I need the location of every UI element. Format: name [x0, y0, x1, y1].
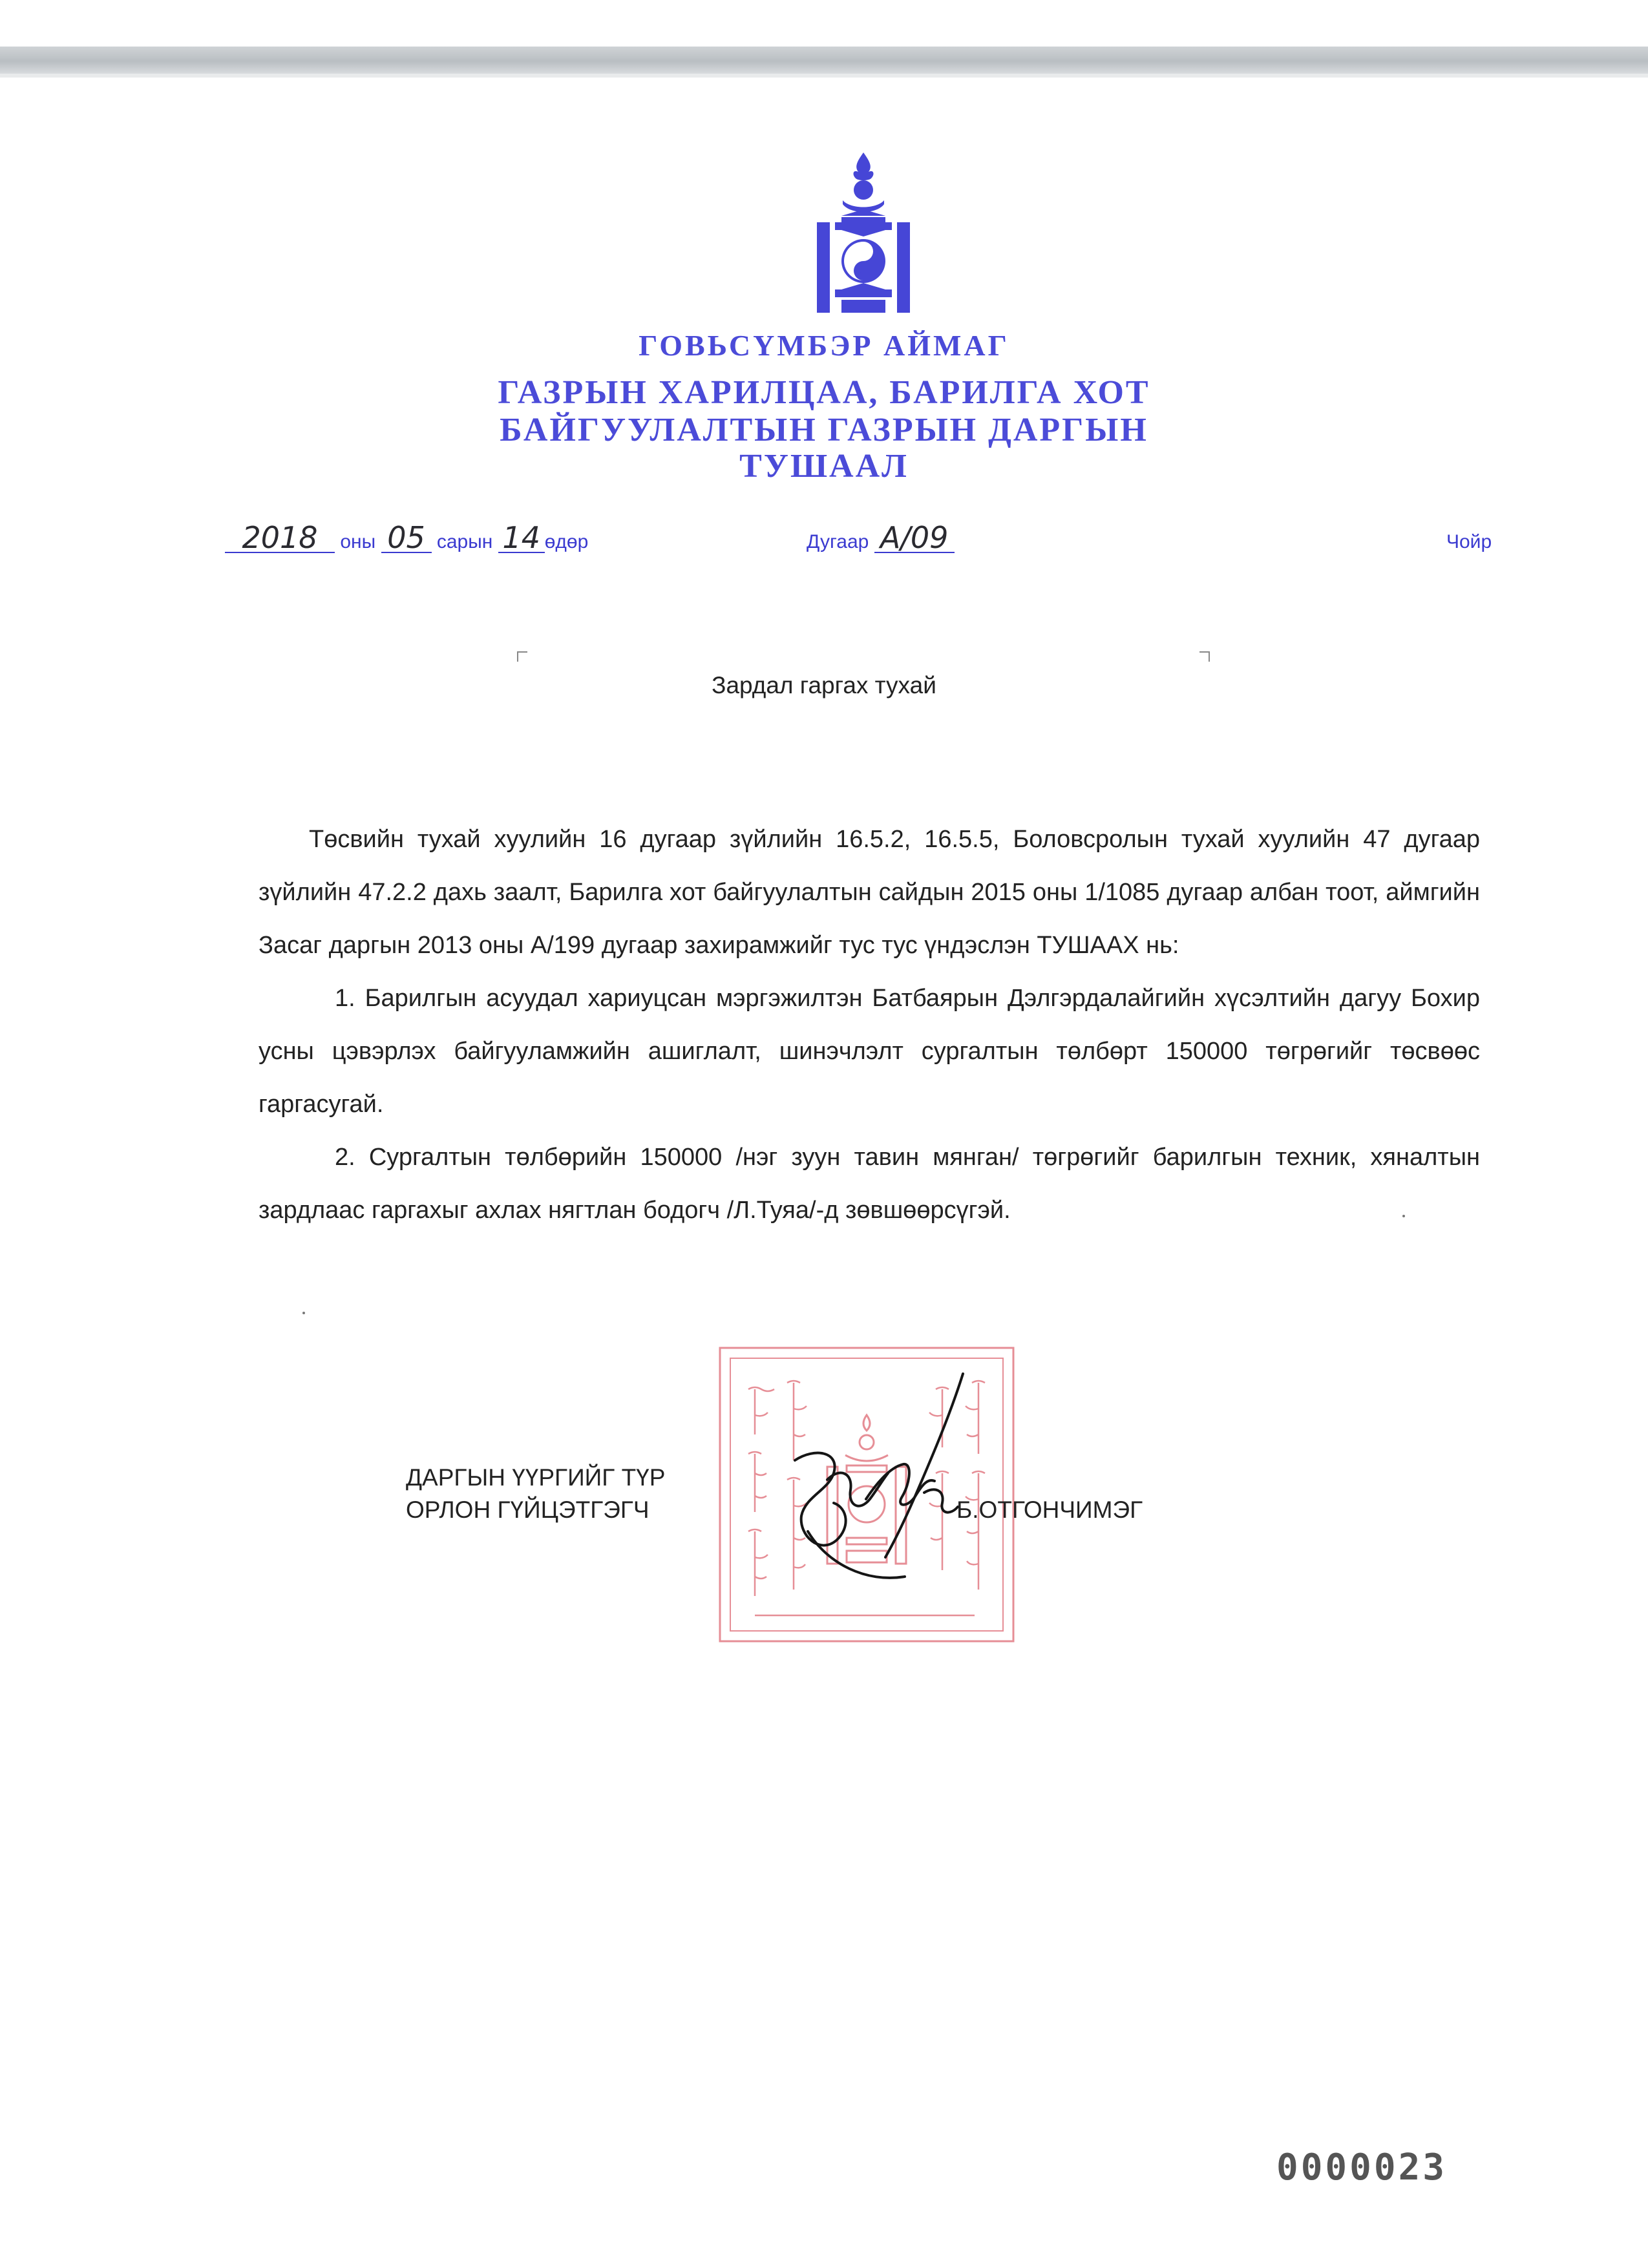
date-year: 2018 — [225, 523, 335, 553]
organization-line-1: ГАЗРЫН ХАРИЛЦАА, БАРИЛГА ХОТ — [498, 374, 1150, 411]
soyombo-emblem-icon — [812, 150, 915, 318]
document-number — [807, 520, 955, 555]
preamble-paragraph: Төсвийн тухай хуулийн 16 дугаар зүйлийн 16.5.2, 16.5.5, Боловсролын тухай хуулийн 47 дугаар зүйлийн 47.2.2 дахь заалт, Барилга хот байгуулалтын сайдын 2015 оны 1/1085 дугаар албан тоот, аймгийн Засаг даргын 2013 оны А/199 дугаар захирамжийг тус тус үндэслэн ТУШААХ нь: — [259, 826, 1480, 959]
date-month-suffix: сарын — [436, 531, 493, 552]
signatory-title-line-2: ОРЛОН ГҮЙЦЭТГЭГЧ — [406, 1496, 650, 1523]
organization-line-2: БАЙГУУЛАЛТЫН ГАЗРЫН ДАРГЫН — [500, 412, 1148, 448]
signatory-name: Б.ОТГОНЧИМЭГ — [956, 1496, 1143, 1523]
date-month: 05 — [381, 523, 432, 553]
date-line — [225, 520, 589, 555]
date-day: 14 — [498, 523, 545, 553]
scan-edge — [0, 47, 1648, 74]
date-year-suffix: оны — [340, 531, 376, 552]
page-number: 0000023 — [1276, 2147, 1448, 2189]
subject-corner-left — [517, 651, 527, 662]
aimag-name: ГОВЬСҮМБЭР АЙМАГ — [639, 329, 1009, 362]
scan-speck — [1402, 1215, 1405, 1217]
order-item-2: 2. Сургалтын төлбөрийн 150000 /нэг зуун тавин мянган/ төгрөгийг барилгын техник, хяналтын зардлаас гаргахыг ахлах нягтлан бодогч /Л.Туяа/-д зөвшөөрсүгэй. — [259, 1144, 1480, 1224]
subject-corner-right — [1199, 651, 1210, 662]
document-subject: Зардал гаргах тухай — [712, 672, 936, 698]
signatory-title — [406, 1462, 665, 1526]
signatory-title-line-1: ДАРГЫН ҮҮРГИЙГ ТҮР — [406, 1464, 666, 1491]
scan-speck — [302, 1312, 305, 1314]
place-name: Чойр — [1446, 531, 1492, 552]
number-value: А/09 — [874, 523, 955, 553]
document-type: ТУШААЛ — [739, 448, 909, 485]
date-day-suffix: өдөр — [544, 531, 589, 552]
order-item-1: 1. Барилгын асуудал хариуцсан мэргэжилтэн Батбаярын Дэлгэрдалайгийн хүсэлтийн дагуу Бохир усны цэвэрлэх байгууламжийн ашиглалт, шинэчлэлт сургалтын төлбөрт 150000 төгрөгийг төсвөөс гаргасугай. — [259, 985, 1480, 1118]
document-body — [259, 813, 1480, 1237]
number-label: Дугаар — [807, 531, 869, 552]
